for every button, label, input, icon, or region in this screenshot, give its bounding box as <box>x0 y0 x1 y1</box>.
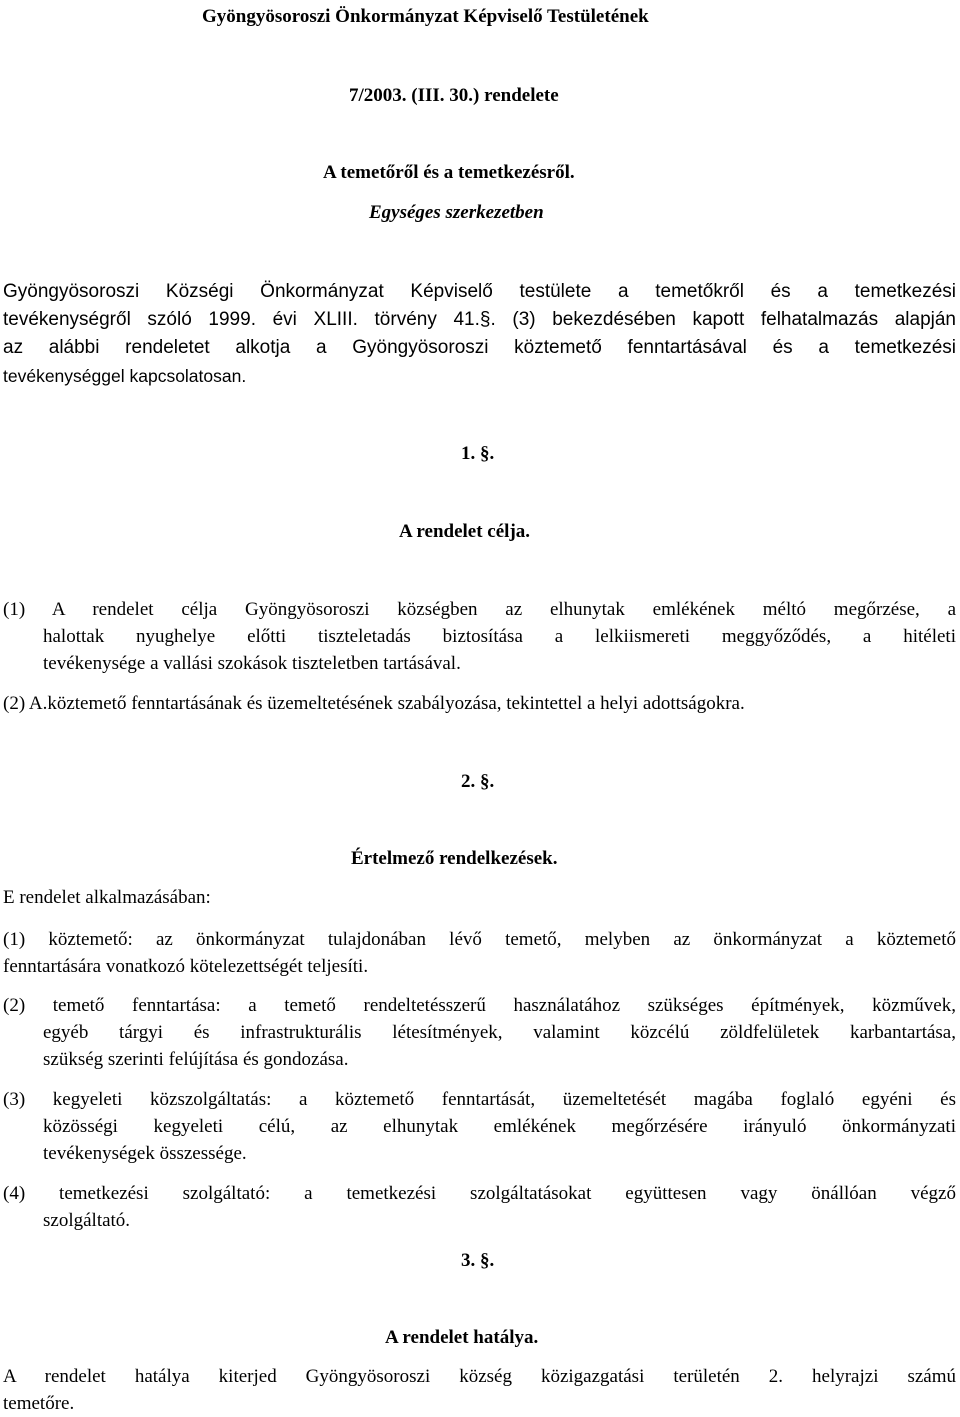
section-1-para-1-line-3: tevékenysége a vallási szokások tiszteletben tartásával. <box>43 653 461 674</box>
preamble-line-1: Gyöngyösoroszi Községi Önkormányzat Képviselő testülete a temetőkről és a temetkezési <box>3 281 956 302</box>
definition-1-line-1: (1) köztemető: az önkormányzat tulajdonában lévő temető, melyben az önkormányzat a köztemető <box>3 929 956 950</box>
decree-subject: A temetőről és a temetkezésről. <box>323 162 575 183</box>
section-2-intro: E rendelet alkalmazásában: <box>3 887 211 908</box>
preamble-line-2: tevékenységről szóló 1999. évi XLIII. törvény 41.§. (3) bekezdésében kapott felhatalmazás alapján <box>3 309 956 330</box>
section-3-number: 3. §. <box>461 1250 495 1271</box>
edition-note: Egységes szerkezetben <box>369 202 544 223</box>
section-1-title: A rendelet célja. <box>399 521 531 542</box>
decree-number: 7/2003. (III. 30.) rendelete <box>349 85 559 106</box>
preamble-line-4: tevékenységgel kapcsolatosan. <box>3 366 247 386</box>
section-2-number: 2. §. <box>461 771 495 792</box>
section-1-para-1-line-2: halottak nyughelye előtti tiszteletadás biztosítása a lelkiismereti meggyőződés, a hitéleti <box>43 626 956 647</box>
section-2-title: Értelmező rendelkezések. <box>351 848 558 869</box>
definition-3-line-3: tevékenységek összessége. <box>43 1143 247 1164</box>
definition-3-line-2: közösségi kegyeleti célú, az elhunytak emlékének megőrzésére irányuló önkormányzati <box>43 1116 956 1137</box>
definition-4-line-1: (4) temetkezési szolgáltató: a temetkezési szolgáltatásokat együttesen vagy önállóan végző <box>3 1183 956 1204</box>
document-title: Gyöngyösoroszi Önkormányzat Képviselő Testületének <box>202 6 649 27</box>
definition-4-line-2: szolgáltató. <box>43 1210 131 1231</box>
definition-2-line-3: szükség szerinti felújítása és gondozása. <box>43 1049 349 1070</box>
section-3-para-line-1: A rendelet hatálya kiterjed Gyöngyösoroszi község közigazgatási területén 2. helyrajzi számú <box>3 1366 956 1387</box>
section-1-number: 1. §. <box>461 443 495 464</box>
section-3-para-line-2: temetőre. <box>3 1393 75 1414</box>
definition-2-line-1: (2) temető fenntartása: a temető rendeltetésszerű használatához szükséges építmények, közművek, <box>3 995 956 1016</box>
definition-2-line-2: egyéb tárgyi és infrastrukturális létesítmények, valamint közcélú zöldfelületek karbantartása, <box>43 1022 956 1043</box>
definition-1-line-2: fenntartására vonatkozó kötelezettségét teljesíti. <box>3 956 369 977</box>
preamble-line-3: az alábbi rendeletet alkotja a Gyöngyösoroszi köztemető fenntartásával és a temetkezési <box>3 337 956 358</box>
section-1-para-1-line-1: (1) A rendelet célja Gyöngyösoroszi községben az elhunytak emlékének méltó megőrzése, a <box>3 599 956 620</box>
section-1-para-2: (2) A.köztemető fenntartásának és üzemeltetésének szabályozása, tekintettel a helyi adottságokra. <box>3 693 745 714</box>
definition-3-line-1: (3) kegyeleti közszolgáltatás: a köztemető fenntartását, üzemeltetését magába foglaló egyéni és <box>3 1089 956 1110</box>
section-3-title: A rendelet hatálya. <box>385 1327 539 1348</box>
